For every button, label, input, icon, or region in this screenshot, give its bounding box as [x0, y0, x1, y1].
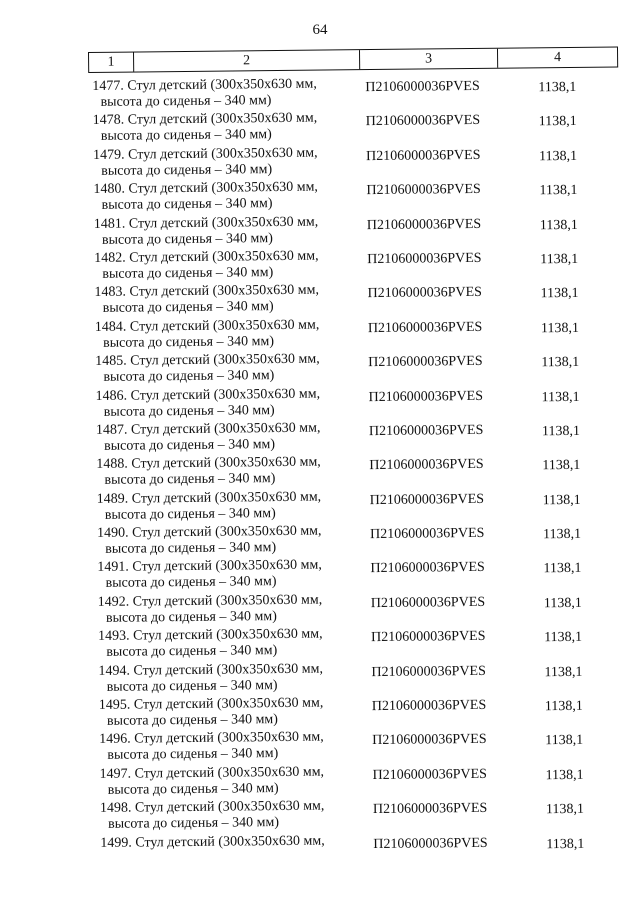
table-row — [90, 211, 620, 251]
item-price: 1138,1 — [545, 767, 584, 784]
item-description — [98, 626, 360, 661]
header-col-4: 4 — [498, 47, 618, 67]
item-number: 1491. — [97, 560, 129, 576]
item-name-line2: высота до сиденья – 340 мм) — [104, 471, 276, 489]
table-row — [88, 73, 618, 113]
item-description — [99, 730, 361, 765]
item-name-line1: Стул детский (300x350x630 мм, — [131, 523, 322, 541]
item-description — [100, 798, 362, 833]
table-row — [96, 796, 626, 836]
item-price: 1138,1 — [540, 320, 579, 337]
item-name-line1: Стул детский (300x350x630 мм, — [127, 76, 317, 94]
item-name-line2: высота до сиденья – 340 мм) — [107, 780, 279, 798]
table-row — [94, 624, 624, 664]
table-body — [88, 73, 626, 869]
item-name-line1: Стул детский (300x350x630 мм, — [129, 317, 320, 335]
item-number: 1494. — [98, 663, 131, 679]
item-number: 1482. — [94, 250, 126, 266]
item-number: 1485. — [95, 353, 127, 370]
item-price: 1138,1 — [542, 458, 581, 474]
table-row — [95, 692, 625, 732]
item-code: П2106000036PVES — [366, 182, 481, 199]
item-name-line1: Стул детский (300x350x630 мм, — [134, 798, 325, 816]
item-number: 1497. — [99, 766, 132, 782]
item-description — [93, 179, 355, 214]
item-name-line1: Стул детский (300x350x630 мм, — [135, 833, 325, 851]
item-price: 1138,1 — [545, 733, 584, 749]
table-row — [91, 314, 621, 354]
item-name-line1: Стул детский (300x350x630 мм, — [133, 695, 324, 713]
table-row — [90, 245, 620, 285]
item-description — [97, 523, 359, 558]
table-row — [94, 589, 624, 629]
item-price: 1138,1 — [542, 492, 581, 508]
item-name-line2: высота до сиденья – 340 мм) — [106, 643, 278, 661]
item-description — [94, 283, 356, 318]
item-number: 1479. — [93, 147, 125, 163]
item-description — [97, 489, 359, 524]
item-name-line1: Стул детский (300x350x630 мм, — [134, 729, 324, 747]
item-price: 1138,1 — [538, 79, 577, 96]
item-price: 1138,1 — [540, 251, 579, 268]
item-number: 1496. — [99, 732, 131, 748]
item-name-line2: высота до сиденья – 340 мм) — [105, 574, 277, 592]
item-number: 1483. — [94, 284, 127, 301]
item-name-line2: высота до сиденья – 340 мм) — [108, 815, 280, 833]
item-number: 1498. — [99, 800, 132, 817]
item-number: 1480. — [93, 181, 126, 198]
item-code: П2106000036PVES — [371, 697, 487, 715]
item-name-line2: высота до сиденья – 340 мм) — [102, 299, 274, 317]
item-name-line1: Стул детский (300x350x630 мм, — [131, 489, 322, 507]
item-price: 1138,1 — [540, 286, 579, 302]
item-description — [95, 317, 357, 352]
table-row — [92, 383, 622, 423]
item-price: 1138,1 — [539, 148, 578, 165]
item-name-line1: Стул детский (300x350x630 мм, — [128, 214, 319, 232]
table-row — [93, 521, 623, 561]
item-name-line2: высота до сиденья – 340 мм) — [103, 402, 275, 420]
table-row — [93, 555, 623, 595]
item-code: П2106000036PVES — [371, 663, 486, 680]
item-description — [94, 214, 356, 249]
item-description — [99, 764, 361, 799]
item-name-line2: высота до сиденья – 340 мм) — [101, 161, 273, 179]
item-code: П2106000036PVES — [367, 250, 482, 268]
item-number: 1487. — [95, 422, 128, 438]
item-description — [93, 145, 355, 180]
item-price: 1138,1 — [541, 354, 580, 371]
item-price: 1138,1 — [541, 423, 581, 440]
item-description — [98, 661, 360, 696]
table-row — [89, 142, 619, 182]
item-name-line1: Стул детский (300x350x630 мм, — [131, 454, 321, 472]
item-name-line1: Стул детский (300x350x630 мм, — [134, 764, 325, 782]
item-description — [98, 592, 360, 627]
item-number: 1495. — [98, 697, 131, 713]
item-code: П2106000036PVES — [368, 422, 484, 439]
item-number: 1486. — [95, 388, 128, 404]
item-name-line2: высота до сиденья – 340 мм) — [105, 608, 277, 626]
item-name-line2: высота до сиденья – 340 мм) — [100, 93, 272, 110]
item-description — [95, 351, 357, 386]
item-number: 1481. — [93, 216, 126, 232]
item-price: 1138,1 — [545, 802, 585, 818]
item-code: П2106000036PVES — [369, 525, 485, 543]
item-name-line1: Стул детский (300x350x630 мм, — [130, 351, 320, 369]
item-description — [93, 111, 355, 146]
item-number: 1499. — [100, 835, 132, 851]
item-description — [92, 76, 354, 111]
header-col-1: 1 — [88, 53, 134, 72]
item-code: П2106000036PVES — [366, 147, 481, 164]
item-name-line1: Стул детский (300x350x630 мм, — [129, 282, 320, 300]
table-row — [91, 349, 621, 389]
item-code: П2106000036PVES — [367, 319, 483, 336]
item-name-line1: Стул детский (300x350x630 мм, — [132, 558, 322, 576]
item-description — [96, 454, 358, 489]
item-name-line2: высота до сиденья – 340 мм) — [104, 436, 276, 454]
item-code: П2106000036PVES — [365, 113, 481, 130]
item-price: 1138,1 — [539, 217, 578, 233]
item-price: 1138,1 — [544, 630, 583, 646]
item-name-line2: высота до сиденья – 340 мм) — [100, 127, 272, 145]
item-code: П2106000036PVES — [366, 216, 482, 233]
price-table — [88, 46, 627, 869]
item-price: 1138,1 — [544, 698, 583, 715]
item-number: 1478. — [92, 113, 125, 129]
item-name-line2: высота до сиденья – 340 мм) — [105, 540, 277, 557]
item-price: 1138,1 — [543, 526, 582, 543]
item-code: П2106000036PVES — [371, 629, 486, 646]
item-code: П2106000036PVES — [370, 560, 485, 577]
item-description — [97, 558, 359, 593]
table-row — [90, 280, 620, 320]
item-number: 1489. — [96, 491, 129, 507]
item-code: П2106000036PVES — [369, 457, 484, 474]
item-name-line1: Стул детский (300x350x630 мм, — [129, 248, 319, 266]
item-price: 1138,1 — [543, 561, 582, 577]
table-row — [89, 108, 619, 148]
table-row — [93, 486, 623, 526]
item-code: П2106000036PVES — [372, 732, 487, 749]
item-name-line2: высота до сиденья – 340 мм) — [102, 333, 275, 351]
item-name-line2: высота до сиденья – 340 мм) — [102, 265, 274, 282]
item-name-line2: высота до сиденья – 340 мм) — [101, 196, 273, 214]
item-description — [100, 833, 362, 868]
item-name-line2: высота до сиденья – 340 мм) — [107, 746, 279, 764]
item-price: 1138,1 — [541, 389, 580, 405]
table-row — [96, 830, 626, 870]
item-number: 1490. — [96, 525, 129, 542]
item-code: П2106000036PVES — [373, 835, 488, 852]
item-name-line2: высота до сиденья – 340 мм) — [103, 368, 275, 385]
item-name-line2: высота до сиденья – 340 мм) — [106, 677, 278, 695]
item-price: 1138,1 — [538, 114, 577, 130]
item-price: 1138,1 — [544, 664, 583, 680]
item-price: 1138,1 — [539, 183, 578, 199]
item-number: 1484. — [94, 319, 127, 335]
item-name-line1: Стул детский (300x350x630 мм, — [130, 420, 321, 438]
item-code: П2106000036PVES — [365, 78, 480, 96]
item-name-line2: высота до сиденья – 340 мм) — [106, 712, 279, 729]
item-price: 1138,1 — [543, 595, 582, 612]
item-price: 1138,1 — [546, 836, 585, 852]
header-col-2: 2 — [134, 50, 360, 71]
item-code: П2106000036PVES — [367, 285, 482, 302]
item-name-line2: высота до сиденья – 340 мм) — [101, 230, 273, 248]
item-description — [94, 248, 356, 283]
item-code: П2106000036PVES — [369, 491, 485, 508]
item-number: 1493. — [98, 628, 130, 645]
page-number: 64 — [312, 22, 328, 38]
item-name-line2: высота до сиденья – 340 мм) — [104, 505, 276, 523]
item-name-line1: Стул детский (300x350x630 мм, — [132, 592, 323, 610]
item-code: П2106000036PVES — [368, 354, 483, 371]
item-code: П2106000036PVES — [372, 766, 488, 783]
table-header — [88, 46, 618, 73]
item-description — [96, 420, 358, 455]
table-row — [89, 177, 619, 217]
item-name-line1: Стул детский (300x350x630 мм, — [130, 386, 321, 404]
item-number: 1488. — [96, 456, 128, 473]
item-number: 1492. — [97, 594, 130, 610]
item-number: 1477. — [92, 78, 124, 94]
item-code: П2106000036PVES — [372, 801, 488, 818]
item-name-line2 — [100, 851, 108, 866]
table-row — [95, 761, 625, 801]
table-row — [92, 417, 622, 457]
item-description — [99, 695, 361, 730]
item-code: П2106000036PVES — [370, 594, 486, 611]
table-row — [95, 727, 625, 767]
item-description — [96, 386, 358, 421]
item-name-line1: Стул детский (300x350x630 мм, — [128, 179, 318, 197]
item-code: П2106000036PVES — [368, 388, 484, 405]
header-col-3: 3 — [360, 49, 498, 69]
table-row — [92, 452, 622, 492]
table-row — [94, 658, 624, 698]
item-name-line1: Стул детский (300x350x630 мм, — [133, 626, 323, 644]
item-name-line1: Стул детский (300x350x630 мм, — [133, 661, 324, 679]
item-name-line1: Стул детский (300x350x630 мм, — [127, 110, 318, 128]
item-name-line1: Стул детский (300x350x630 мм, — [128, 145, 318, 163]
